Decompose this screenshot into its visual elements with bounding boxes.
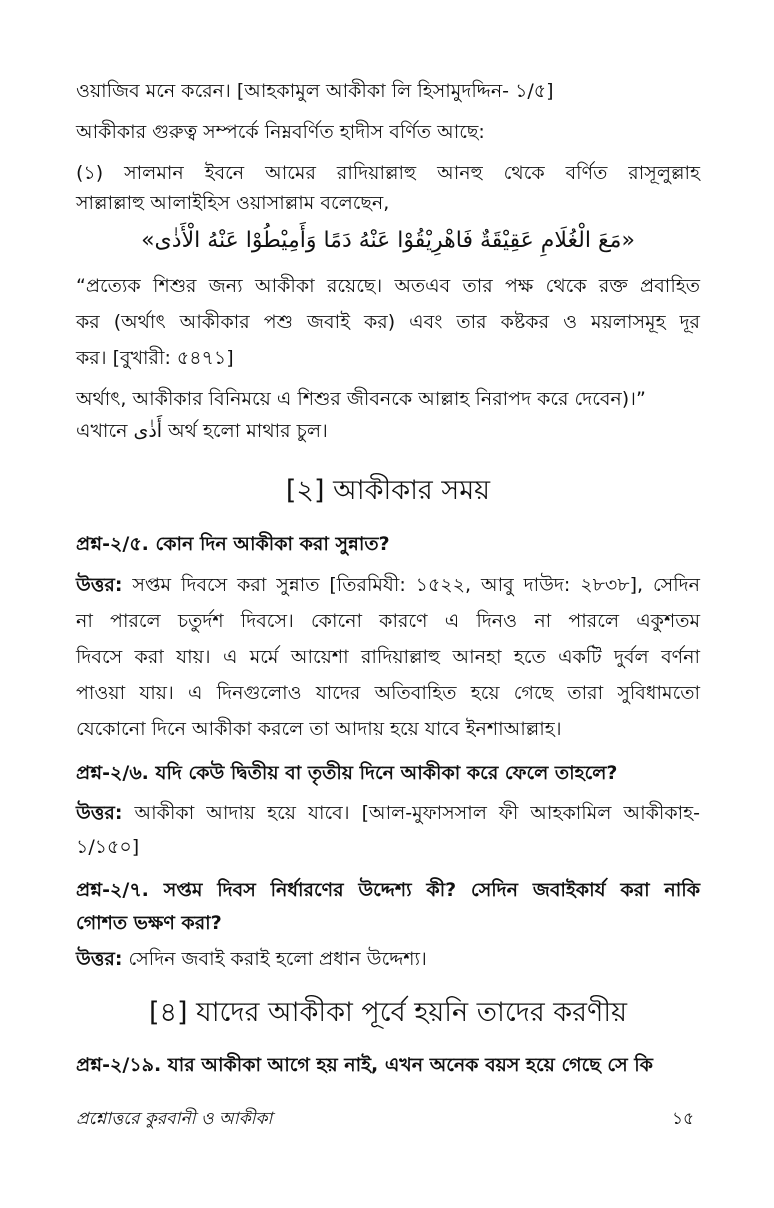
explanation-text: অর্থ হলো মাথার চুল। [168,420,328,442]
answer-label: উত্তর: [76,574,123,596]
answer-line: পাওয়া যায়। এ দিনগুলোও যাদের অতিবাহিত হয়ে গেছে তারা সুবিধামতো [76,682,700,704]
question-heading: প্রশ্ন-২/১৯. যার আকীকা আগে হয় নাই, এখন অনেক বয়স হয়ে গেছে সে কি [76,1054,653,1076]
section-heading: [৪] যাদের আকীকা পূর্বে হয়নি তাদের করণীয় [149,997,627,1028]
translation-line: “প্রত্যেক শিশুর জন্য আকীকা রয়েছে। অতএব তার পক্ষ থেকে রক্ত প্রবাহিত [76,275,700,297]
explanation-line [76,418,700,444]
intro-line: ওয়াজিব মনে করেন। [আহকামুল আকীকা লি হিসামুদদ্দিন- ১/৫] [76,80,554,102]
translation-line: কর। [বুখারী: ৫৪৭১] [76,347,234,369]
answer-line [76,800,700,826]
footer-book-title: প্রশ্নোত্তরে কুরবানী ও আকীকা [76,1109,273,1129]
intro-line: আকীকার গুরুত্ব সম্পর্কে নিম্নবর্ণিত হাদীস বর্ণিত আছে: [76,121,485,143]
answer-line [76,572,700,598]
hadith-intro-line: (১) সালমান ইবনে আমের রাদিয়াল্লাহু আনহু থেকে বর্ণিত রাসূলুল্লাহ [76,162,700,184]
answer-line: দিবসে করা যায়। এ মর্মে আয়েশা রাদিয়াল্লাহু আনহা হতে একটি দুর্বল বর্ণনা [76,646,700,668]
page-number: ১৫ [671,1109,694,1129]
arabic-hadith: «مَعَ الْغُلَامِ عَقِيْقَةٌ فَاهْرِيْقُوْا عَنْهُ دَمًا وَأَمِيْطُوْا عَنْهُ الْأَذٰى» [141,228,635,253]
answer-text: সপ্তম দিবসে করা সুন্নাত [তিরমিযী: ১৫২২, আবু দাউদ: ২৮৩৮], সেদিন [122,574,700,596]
translation-line: কর (অর্থাৎ আকীকার পশু জবাই কর) এবং তার কষ্টকর ও ময়লাসমূহ দূর [76,311,700,333]
answer-text: আকীকা আদায় হয়ে যাবে। [আল-মুফাসসাল ফী আহকামিল আকীকাহ- [122,802,700,824]
question-heading: প্রশ্ন-২/৭. সপ্তম দিবস নির্ধারণের উদ্দেশ্য কী? সেদিন জবাইকার্য করা নাকি [76,879,700,901]
answer-label: উত্তর: [76,802,123,824]
explanation-line: অর্থাৎ, আকীকার বিনিময়ে এ শিশুর জীবনকে আল্লাহ নিরাপদ করে দেবেন)।” [76,388,646,410]
answer-line [76,946,700,972]
answer-line: ১/১৫০] [76,836,140,858]
hadith-intro-line: সাল্লাল্লাহু আলাইহিস ওয়াসাল্লাম বলেছেন, [76,192,390,214]
answer-text: সেদিন জবাই করাই হলো প্রধান উদ্দেশ্য। [122,948,427,970]
answer-line: না পারলে চতুর্দশ দিবসে। কোনো কারণে এ দিনও না পারলে একুশতম [76,610,700,632]
question-heading: প্রশ্ন-২/৫. কোন দিন আকীকা করা সুন্নাত? [76,533,390,555]
question-heading: গোশত ভক্ষণ করা? [76,912,222,934]
explanation-text: এখানে [76,420,128,442]
answer-label: উত্তর: [76,948,123,970]
question-heading: প্রশ্ন-২/৬. যদি কেউ দ্বিতীয় বা তৃতীয় দিনে আকীকা করে ফেলে তাহলে? [76,762,618,784]
answer-line: যেকোনো দিনে আকীকা করলে তা আদায় হয়ে যাবে ইনশাআল্লাহ। [76,718,562,740]
arabic-word: أَذٰى [133,420,163,442]
section-heading: [২] আকীকার সময় [285,475,491,506]
